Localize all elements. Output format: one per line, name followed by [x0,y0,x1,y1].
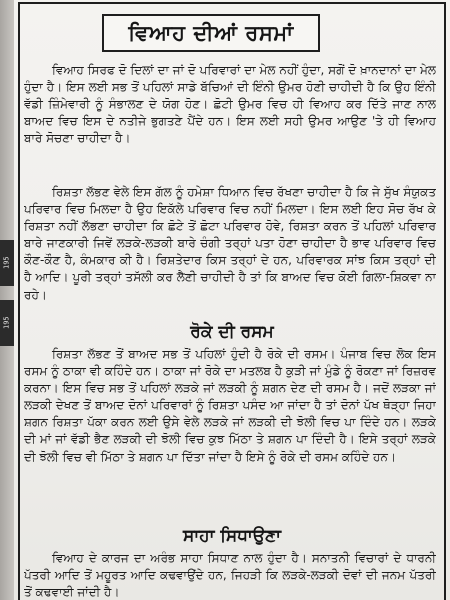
section-heading: ਰੋਕੇ ਦੀ ਰਸਮ [190,322,274,342]
paragraph-text: ਵਿਆਹ ਸਿਰਫ ਦੋ ਦਿਲਾਂ ਦਾ ਜਾਂ ਦੋ ਪਰਿਵਾਰਾਂ ਦਾ ਮੇਲ ਨਹੀਂ ਹੁੰਦਾ, ਸਗੋਂ ਦੋ ਖ਼ਾਨਦਾਨਾਂ ਦਾ ਮੇਲ ਹੁੰਦਾ ਹੈ। ਇਸ ਲਈ ਸਭ ਤੋਂ ਪਹਿਲਾਂ ਸਾਡੇ ਬੱਚਿਆਂ ਦੀ ਇੰਨੀ ਉਮਰ ਹੋਣੀ ਚਾਹੀਦੀ ਹੈ ਕਿ ਉਹ ਇੰਨੀ ਵੱਡੀ ਜ਼ਿੰਮੇਵਾਰੀ ਨੂੰ ਸੰਭਾਲਣ ਦੇ ਯੋਗ ਹੋਣ। ਛੋਟੀ ਉਮਰ ਵਿਚ ਹੀ ਵਿਆਹ ਕਰ ਦਿੱਤੇ ਜਾਣ ਨਾਲ ਬਾਅਦ ਵਿਚ ਇਸ ਦੇ ਨਤੀਜੇ ਭੁਗਤਣੇ ਪੈਂਦੇ ਹਨ। ਇਸ ਲਈ ਸਹੀ ਉਮਰ ਆਉਣ 'ਤੇ ਹੀ ਵਿਆਹ ਬਾਰੇ ਸੋਚਣਾ ਚਾਹੀਦਾ ਹੈ। [24,63,436,146]
intro-paragraph [24,62,436,182]
intro-paragraph [24,184,436,321]
section-heading: ਸਾਹਾ ਸਿਧਾਉਣਾ [183,526,281,546]
side-tab: 195 [0,240,14,286]
paragraph-text: ਰਿਸ਼ਤਾ ਲੱਭਣ ਵੇਲੇ ਇਸ ਗੱਲ ਨੂੰ ਹਮੇਸ਼ਾ ਧਿਆਨ ਵਿਚ ਰੱਖਣਾ ਚਾਹੀਦਾ ਹੈ ਕਿ ਜੇ ਸੁੱਖ ਸੰਯੁਕਤ ਪਰਿਵਾਰ ਵਿਚ ਮਿਲਦਾ ਹੈ ਉਹ ਇਕੱਲੇ ਪਰਿਵਾਰ ਵਿਚ ਨਹੀਂ ਮਿਲਦਾ। ਇਸ ਲਈ ਇਹ ਸੋਚ ਰੱਖ ਕੇ ਰਿਸ਼ਤਾ ਨਹੀਂ ਲੱਭਣਾ ਚਾਹੀਦਾ ਕਿ ਛੋਟੇ ਤੋਂ ਛੋਟਾ ਪਰਿਵਾਰ ਹੋਵੇ, ਰਿਸ਼ਤਾ ਕਰਨ ਤੋਂ ਪਹਿਲਾਂ ਪਰਿਵਾਰ ਬਾਰੇ ਜਾਣਕਾਰੀ ਜਿਵੇਂ ਲੜਕੇ-ਲੜਕੀ ਬਾਰੇ ਚੰਗੀ ਤਰ੍ਹਾਂ ਪਤਾ ਹੋਣਾ ਚਾਹੀਦਾ ਹੈ ਭਾਵ ਪਰਿਵਾਰ ਵਿਚ ਕੌਣ-ਕੌਣ ਹੈ, ਕੰਮਕਾਰ ਕੀ ਹੈ। ਰਿਸ਼ਤੇਦਾਰ ਕਿਸ ਤਰ੍ਹਾਂ ਦੇ ਹਨ, ਪਰਿਵਾਰਕ ਸਾਂਝ ਕਿਸ ਤਰ੍ਹਾਂ ਦੀ ਹੈ ਆਦਿ। ਪੂਰੀ ਤਰ੍ਹਾਂ ਤਸੱਲੀ ਕਰ ਲੈਣੀ ਚਾਹੀਦੀ ਹੈ ਤਾਂ ਕਿ ਬਾਅਦ ਵਿਚ ਕੋਈ ਗਿਲਾ-ਸ਼ਿਕਵਾ ਨਾ ਰਹੇ। [24,185,436,302]
paragraph-text: ਵਿਆਹ ਦੇ ਕਾਰਜ ਦਾ ਅਰੰਭ ਸਾਹਾ ਸਿਧਾਣ ਨਾਲ ਹੁੰਦਾ ਹੈ। ਸਨਾਤਨੀ ਵਿਚਾਰਾਂ ਦੇ ਧਾਰਨੀ ਪੱਤਰੀ ਆਦਿ ਤੋਂ ਮਹੂਰਤ ਆਦਿ ਕਢਵਾਉਂਦੇ ਹਨ, ਜਿਹੜੀ ਕਿ ਲੜਕੇ-ਲੜਕੀ ਦੋਵਾਂ ਦੀ ਜਨਮ ਪੱਤਰੀ ਤੋਂ ਕਢਵਾਈ ਜਾਂਦੀ ਹੈ। [24,551,436,600]
paragraph-text: ਰਿਸ਼ਤਾ ਲੱਭਣ ਤੋਂ ਬਾਅਦ ਸਭ ਤੋਂ ਪਹਿਲਾਂ ਹੁੰਦੀ ਹੈ ਰੋਕੇ ਦੀ ਰਸਮ। ਪੰਜਾਬ ਵਿਚ ਲੋਕ ਇਸ ਰਸਮ ਨੂੰ ਠਾਕਾ ਵੀ ਕਹਿੰਦੇ ਹਨ। ਠਾਕਾ ਜਾਂ ਰੋਕੇ ਦਾ ਮਤਲਬ ਹੈ ਕੁੜੀ ਜਾਂ ਮੁੰਡੇ ਨੂੰ ਰੋਕਣਾ ਜਾਂ ਰਿਜ਼ਰਵ ਕਰਨਾ। ਇਸ ਵਿਚ ਸਭ ਤੋਂ ਪਹਿਲਾਂ ਲੜਕੇ ਜਾਂ ਲੜਕੀ ਨੂੰ ਸ਼ਗਨ ਦੇਣ ਦੀ ਰਸਮ ਹੈ। ਜਦੋਂ ਲੜਕਾ ਜਾਂ ਲੜਕੀ ਦੇਖਣ ਤੋਂ ਬਾਅਦ ਦੋਨਾਂ ਪਰਿਵਾਰਾਂ ਨੂੰ ਰਿਸ਼ਤਾ ਪਸੰਦ ਆ ਜਾਂਦਾ ਹੈ ਤਾਂ ਦੋਨਾਂ ਪੱਖ ਥੋੜ੍ਹਾ ਜਿਹਾ ਸ਼ਗਨ ਰਿਸ਼ਤਾ ਪੱਕਾ ਕਰਨ ਲਈ ਉਸੇ ਵੇਲੇ ਲੜਕੇ ਜਾਂ ਲੜਕੀ ਦੀ ਝੋਲੀ ਵਿਚ ਪਾ ਦਿੰਦੇ ਹਨ। ਲੜਕੇ ਦੀ ਮਾਂ ਜਾਂ ਵੱਡੀ ਭੈਣ ਲੜਕੀ ਦੀ ਝੋਲੀ ਵਿਚ ਕੁਝ ਮਿੱਠਾ ਤੇ ਸ਼ਗਨ ਪਾ ਦਿੰਦੀ ਹੈ। ਇਸੇ ਤਰ੍ਹਾਂ ਲੜਕੇ ਦੀ ਝੋਲੀ ਵਿਚ ਵੀ ਮਿੱਠਾ ਤੇ ਸ਼ਗਨ ਪਾ ਦਿੱਤਾ ਜਾਂਦਾ ਹੈ ਇਸੇ ਨੂੰ ਰੋਕੇ ਦੀ ਰਸਮ ਕਹਿੰਦੇ ਹਨ। [24,347,436,464]
section-paragraph [24,550,436,600]
side-tab: 195 [0,300,14,346]
section-paragraph [24,346,436,518]
page-title: ਵਿਆਹ ਦੀਆਂ ਰਸਮਾਂ [102,14,320,52]
book-page [14,0,450,600]
